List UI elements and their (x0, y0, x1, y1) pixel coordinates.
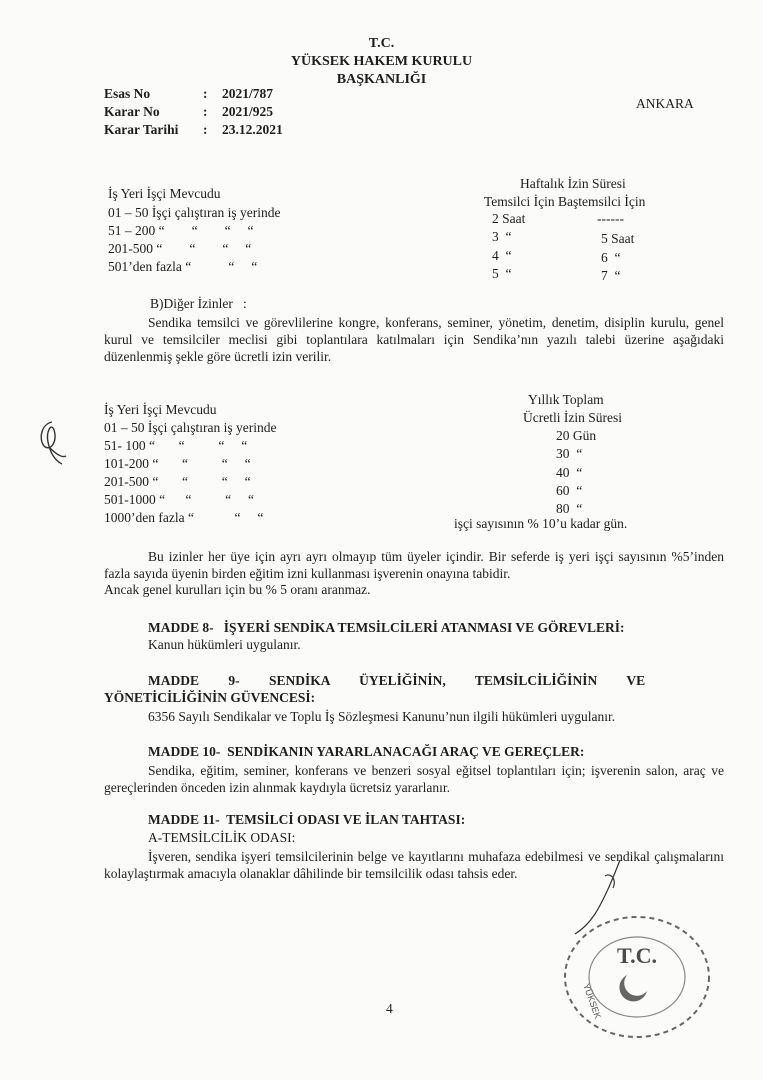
diger-heading: B)Diğer İzinler : (150, 296, 247, 311)
table1-row-temsilci: 5 “ (492, 266, 512, 281)
table2-row-label: 201-500 “ “ “ “ (104, 474, 251, 489)
izin-note-paragraph: Bu izinler her üye için ayrı ayrı olmayıp tüm üyeler içindir. Bir seferde iş yeri işçi sayısının %5’inden fazla sayıda üyenin birden eğitim izni kullanması işverenin onayına tabidir. (104, 549, 724, 581)
madde9-title-line2: YÖNETİCİLİĞİNİN GÜVENCESİ: (104, 690, 316, 705)
table2-row-value: 80 “ (556, 501, 583, 516)
header-line-baskanlik: BAŞKANLIĞI (336, 72, 427, 87)
table2-row-label: 51- 100 “ “ “ “ (104, 438, 248, 453)
madde11-text: İşveren, sendika işyeri temsilcilerinin belge ve kayıtlarını muhafaza edebilmesi ve sendikal çalışmalarını kolaylaştırmak amacıyla olanaklar dâhilinde bir temsilcilik odası tahsis eder. (104, 849, 724, 881)
seal-center-text: T.C. (617, 943, 657, 968)
table1-row-temsilci: 2 Saat (492, 211, 526, 226)
karar-colon: : (203, 104, 208, 119)
table1-row-bas: ------ (597, 211, 624, 226)
esas-value: 2021/787 (222, 86, 274, 101)
karar-label: Karar No (104, 104, 160, 119)
official-seal (555, 905, 720, 1040)
diger-paragraph: Sendika temsilci ve görevlilerine kongre, konferans, seminer, yönetim, denetim, disiplin kurulu, genel kurul ve temsilciler meclisi gibi toplantılara katılmaları için Sendika’nın yazılı talebi üzerine aşağıdaki düzenlenmiş şekle göre ücretli izin verilir. (104, 315, 724, 364)
svg-text:YÜKSEK: YÜKSEK (581, 982, 604, 1020)
table2-row-value: 40 “ (556, 465, 583, 480)
table2-left-header: İş Yeri İşçi Mevcudu (104, 402, 217, 417)
esas-colon: : (203, 86, 208, 101)
header-line-kurul: YÜKSEK HAKEM KURULU (290, 54, 473, 69)
madde10-title: MADDE 10- SENDİKANIN YARARLANACAĞI ARAÇ VE GEREÇLER: (148, 744, 585, 759)
tarih-label: Karar Tarihi (104, 122, 179, 137)
table1-row-bas: 5 Saat (601, 231, 635, 246)
table2-row-value: 30 “ (556, 446, 583, 461)
table1-row-label: 501’den fazla “ “ “ (108, 259, 258, 274)
table1-row-temsilci: 3 “ (492, 229, 512, 244)
karar-value: 2021/925 (222, 104, 274, 119)
table2-row-value: 20 Gün (556, 428, 597, 443)
table1-left-header: İş Yeri İşçi Mevcudu (108, 186, 221, 201)
madde11-subheading: A-TEMSİLCİLİK ODASI: (148, 830, 296, 845)
handwritten-initial (32, 418, 72, 468)
table1-row-temsilci: 4 “ (492, 248, 512, 263)
table1-right-header-1: Haftalık İzin Süresi (520, 176, 626, 191)
header-line-tc: T.C. (368, 36, 395, 51)
table1-row-label: 01 – 50 İşçi çalıştıran iş yerinde (108, 205, 281, 220)
table2-row-label: 101-200 “ “ “ “ (104, 456, 251, 471)
madde11-title: MADDE 11- TEMSİLCİ ODASI VE İLAN TAHTASI: (148, 812, 466, 827)
madde9-title-line1: MADDE 9- SENDİKA ÜYELİĞİNİN, TEMSİLCİLİĞİNİN VE (148, 673, 646, 688)
table1-right-header-2: Temsilci İçin Baştemsilci İçin (484, 194, 646, 209)
table1-row-label: 201-500 “ “ “ “ (108, 241, 252, 256)
table2-row-label: 501-1000 “ “ “ “ (104, 492, 254, 507)
table2-right-header-2: Ücretli İzin Süresi (523, 410, 622, 425)
tarih-colon: : (203, 122, 208, 137)
tarih-value: 23.12.2021 (222, 122, 283, 137)
table2-row-label: 1000’den fazla “ “ “ (104, 510, 264, 525)
city-label: ANKARA (636, 96, 694, 111)
table1-row-bas: 7 “ (601, 268, 621, 283)
table1-row-bas: 6 “ (601, 250, 621, 265)
table2-row-value: 60 “ (556, 483, 583, 498)
madde9-text: 6356 Sayılı Sendikalar ve Toplu İş Sözleşmesi Kanunu’nun ilgili hükümleri uygulanır. (148, 709, 616, 724)
table1-row-label: 51 – 200 “ “ “ “ (108, 223, 254, 238)
madde8-text: Kanun hükümleri uygulanır. (148, 637, 301, 652)
page-number: 4 (386, 1001, 393, 1016)
madde8-title: MADDE 8- İŞYERİ SENDİKA TEMSİLCİLERİ ATANMASI VE GÖREVLERİ: (148, 620, 625, 635)
esas-label: Esas No (104, 86, 151, 101)
table2-row-value: işçi sayısının % 10’u kadar gün. (454, 516, 628, 531)
table2-right-header-1: Yıllık Toplam (528, 392, 604, 407)
madde10-text: Sendika, eğitim, seminer, konferans ve benzeri sosyal eğitsel toplantıları için; işverenin salon, araç ve gereçlerinden önceden izin alınmak kaydıyla ücretsiz yararlanır. (104, 763, 724, 795)
izin-note-line2: Ancak genel kurulları için bu % 5 oranı aranmaz. (104, 582, 371, 597)
table2-row-label: 01 – 50 İşçi çalıştıran iş yerinde (104, 420, 277, 435)
